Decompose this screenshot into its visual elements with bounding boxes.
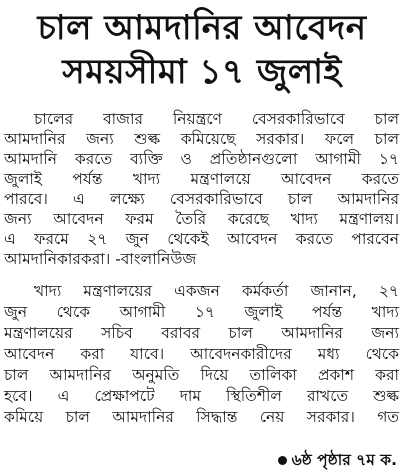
body-line: আমদানির জন্য শুল্ক কমিয়েছে সরকার। ফলে চাল xyxy=(4,130,399,148)
headline-line-2: সময়সীমা ১৭ জুলাই xyxy=(62,52,342,92)
body-line: এ ফরমে ২৭ জুন থেকেই আবেদন করতে পারবেন xyxy=(4,230,399,248)
continuation-text: ৬ষ্ঠ পৃষ্ঠার ৭ম ক. xyxy=(291,451,397,469)
body-line: খাদ্য মন্ত্রণালয়ের একজন কর্মকর্তা জানান, ২৭ xyxy=(34,282,399,300)
body-line: চাল আমদানির অনুমতি দিয়ে তালিকা প্রকাশ করা xyxy=(4,366,399,384)
body-line: মন্ত্রণালয়ের সচিব বরাবর চাল আমদানির জন্য xyxy=(4,324,399,342)
body-line: আবেদন করা যাবে। আবেদনকারীদের মধ্য থেকে xyxy=(4,345,399,363)
headline-line-1: চাল আমদানির আবেদন xyxy=(37,8,367,48)
bullet-icon xyxy=(278,456,287,465)
body-line: জুলাই পর্যন্ত খাদ্য মন্ত্রণালয়ে আবেদন করতে xyxy=(4,170,399,188)
body-line: জন্য আবেদন ফরম তৈরি করেছে খাদ্য মন্ত্রণালয়। xyxy=(4,210,399,228)
body-line: আমদানি করতে ব্যক্তি ও প্রতিষ্ঠানগুলো আগামী ১৭ xyxy=(4,150,399,168)
continuation-note xyxy=(278,451,397,470)
body-line: চালের বাজার নিয়ন্ত্রণে বেসরকারিভাবে চাল xyxy=(34,110,399,128)
body-line: কমিয়ে চাল আমদানির সিদ্ধান্ত নেয় সরকার। গত xyxy=(4,408,399,426)
body-line: জুন থেকে আগামী ১৭ জুলাই পর্যন্ত খাদ্য xyxy=(4,303,399,321)
body-line: পারবে। এ লক্ষ্যে বেসরকারিভাবে চাল আমদানির xyxy=(4,190,399,208)
body-line: হবে। এ প্রেক্ষাপটে দাম স্থিতিশীল রাখতে শুল্ক xyxy=(4,387,399,405)
body-line: আমদানিকারকরা। -বাংলানিউজ xyxy=(4,250,197,268)
